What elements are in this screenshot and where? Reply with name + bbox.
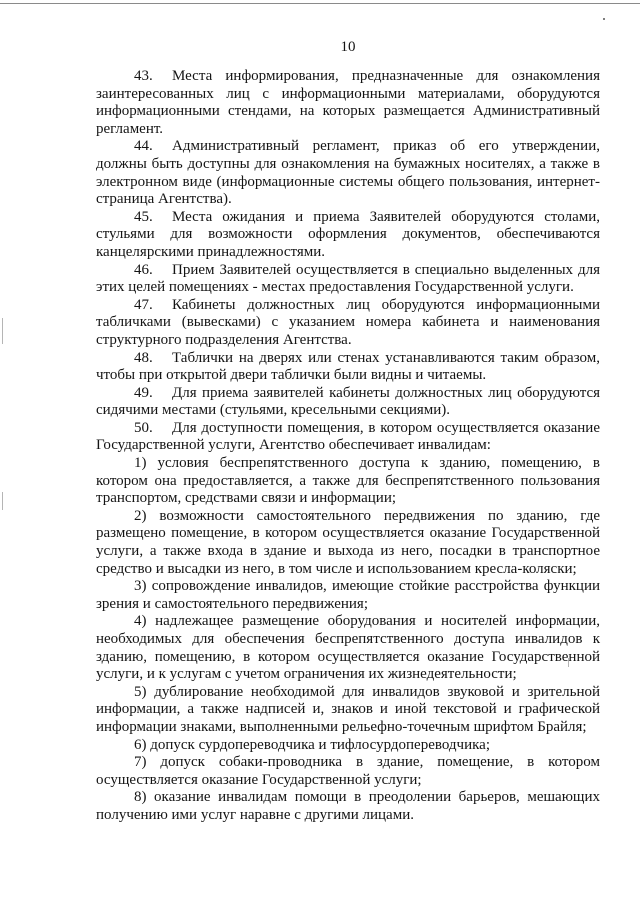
paragraph-number: 48.: [134, 349, 153, 366]
paragraph-number: 49.: [134, 384, 153, 401]
text-line: [96, 385, 600, 403]
line-text: получению ими услуг наравне с другими лицами.: [96, 806, 414, 823]
line-text: стульями для возможности оформления документов, обеспечиваются: [96, 226, 600, 243]
paragraph-number: 50.: [134, 419, 153, 436]
text-line: [96, 490, 600, 508]
paragraph-number: 43.: [134, 68, 153, 84]
text-line: [96, 402, 600, 420]
paragraph-number: 47.: [134, 296, 153, 313]
line-text: страница Агентства).: [96, 191, 232, 208]
paragraph-number: 44.: [134, 138, 153, 155]
paragraph: [96, 789, 600, 824]
text-line: [96, 649, 600, 667]
text-line: [96, 666, 600, 684]
text-line: [96, 262, 600, 280]
text-line: [96, 578, 600, 596]
text-line: [96, 473, 600, 491]
text-line: [96, 244, 600, 262]
line-text: канцелярскими принадлежностями.: [96, 243, 326, 260]
paragraph: [96, 68, 600, 138]
line-text: Места информирования, предназначенные для ознакомления: [172, 68, 600, 84]
paragraph: [96, 420, 600, 455]
line-text: необходимых для обеспечения беспрепятственного доступа инвалидов к: [96, 631, 600, 647]
paragraph: [96, 385, 600, 420]
paragraph: [96, 754, 600, 789]
text-line: [96, 209, 600, 227]
line-text: транспортом, средствами связи и информации;: [96, 490, 397, 507]
line-text: заинтересованных лиц с информационными материалами, оборудуются: [96, 85, 600, 102]
line-text: табличками (вывесками) с указанием номера кабинета и наименования: [96, 314, 600, 331]
text-line: [96, 350, 600, 368]
line-text: чтобы при открытой двери таблички были видны и читаемы.: [96, 367, 487, 384]
text-line: [96, 684, 600, 702]
line-text: зданию, помещению, в котором осуществляется оказание Государственной: [96, 648, 600, 665]
scan-artifact-edge-mark: [2, 318, 3, 344]
text-line: [96, 174, 600, 192]
line-text: 7) допуск собаки-проводника в здание, помещение, в котором: [134, 754, 600, 771]
line-text: электронном виде (информационные системы общего пользования, интернет-: [96, 173, 600, 190]
line-text: регламент.: [96, 120, 164, 137]
line-text: информации знаками, выполненными рельефно-точечным шрифтом Брайля;: [96, 718, 587, 735]
text-line: [96, 455, 600, 473]
text-line: [96, 297, 600, 315]
text-line: [96, 68, 600, 86]
line-text: Для приема заявителей кабинеты должностных лиц оборудуются: [172, 384, 600, 401]
text-line: [96, 332, 600, 350]
scan-artifact-top-line: [0, 3, 640, 4]
line-text: услуги, а также входа в здание и выхода из него, посадки в транспортное: [96, 543, 600, 560]
text-line: [96, 596, 600, 614]
paragraph: [96, 684, 600, 737]
line-text: 6) допуск сурдопереводчика и тифлосурдопереводчика;: [134, 736, 490, 753]
text-line: [96, 561, 600, 579]
paragraph: [96, 508, 600, 578]
text-line: [96, 226, 600, 244]
document-body: [96, 68, 600, 825]
line-text: размещено помещение, в котором осуществляется оказание Государственной: [96, 525, 600, 542]
text-line: [96, 138, 600, 156]
text-line: [96, 191, 600, 209]
line-text: Места ожидания и приема Заявителей оборудуются столами,: [172, 208, 600, 225]
paragraph-number: 46.: [134, 261, 153, 278]
line-text: 3) сопровождение инвалидов, имеющие стойкие расстройства функции: [134, 578, 600, 595]
text-line: [96, 772, 600, 790]
line-text: 5) дублирование необходимой для инвалидов звуковой и зрительной: [134, 683, 600, 700]
paragraph: [96, 613, 600, 683]
paragraph: [96, 138, 600, 208]
line-text: зрения и самостоятельного передвижения;: [96, 595, 368, 612]
scan-artifact-dot: [603, 18, 605, 20]
line-text: информационными стендами, на которых размещается Административный: [96, 103, 600, 120]
text-line: [96, 314, 600, 332]
paragraph: [96, 455, 600, 508]
paragraph: [96, 737, 600, 755]
paragraph-number: 45.: [134, 208, 153, 225]
line-text: средство и высадки из него, в том числе и использованием кресла-коляски;: [96, 560, 577, 577]
paragraph: [96, 297, 600, 350]
text-line: [96, 613, 600, 631]
text-line: [96, 525, 600, 543]
paragraph: [96, 262, 600, 297]
text-line: [96, 737, 600, 755]
text-line: [96, 754, 600, 772]
text-line: [96, 420, 600, 438]
line-text: этих целей помещениях - местах предоставления Государственной услуги.: [96, 279, 574, 296]
text-line: [96, 631, 600, 649]
text-line: [96, 367, 600, 385]
text-line: [96, 437, 600, 455]
text-line: [96, 807, 600, 825]
line-text: структурного подразделения Агентства.: [96, 331, 352, 348]
line-text: услуги, и к услугам с учетом ограничения их жизнедеятельности;: [96, 666, 517, 683]
line-text: Административный регламент, приказ об его утверждении,: [172, 138, 600, 155]
line-text: информации, а также надписей и, знаков и иной текстовой и графической: [96, 701, 600, 718]
text-line: [96, 156, 600, 174]
paragraph: [96, 209, 600, 262]
line-text: сидячими местами (стульями, кресельными секциями).: [96, 402, 451, 419]
line-text: 4) надлежащее размещение оборудования и носителей информации,: [134, 613, 600, 630]
text-line: [96, 103, 600, 121]
scan-artifact-edge-mark: [2, 492, 3, 510]
text-line: [96, 789, 600, 807]
line-text: осуществляется оказание Государственной услуги;: [96, 771, 422, 788]
text-line: [96, 86, 600, 104]
text-line: [96, 719, 600, 737]
text-line: [96, 121, 600, 139]
line-text: 2) возможности самостоятельного передвижения по зданию, где: [134, 507, 600, 524]
line-text: котором она предоставляется, а также для беспрепятственного пользования: [96, 472, 600, 489]
text-line: [96, 543, 600, 561]
line-text: Государственной услуги, Агентство обеспечивает инвалидам:: [96, 437, 491, 454]
page-number: 10: [340, 39, 356, 55]
paragraph: [96, 578, 600, 613]
line-text: 8) оказание инвалидам помощи в преодолении барьеров, мешающих: [134, 789, 600, 806]
paragraph: [96, 350, 600, 385]
text-line: [96, 508, 600, 526]
line-text: Кабинеты должностных лиц оборудуются информационными: [172, 296, 600, 313]
line-text: 1) условия беспрепятственного доступа к зданию, помещению, в: [134, 455, 600, 472]
text-line: [96, 701, 600, 719]
line-text: Прием Заявителей осуществляется в специально выделенных для: [172, 261, 600, 278]
line-text: должны быть доступны для ознакомления на бумажных носителях, а также в: [96, 155, 600, 172]
text-line: [96, 279, 600, 297]
line-text: Для доступности помещения, в котором осуществляется оказание: [172, 419, 600, 436]
line-text: Таблички на дверях или стенах устанавливаются таким образом,: [172, 349, 600, 366]
